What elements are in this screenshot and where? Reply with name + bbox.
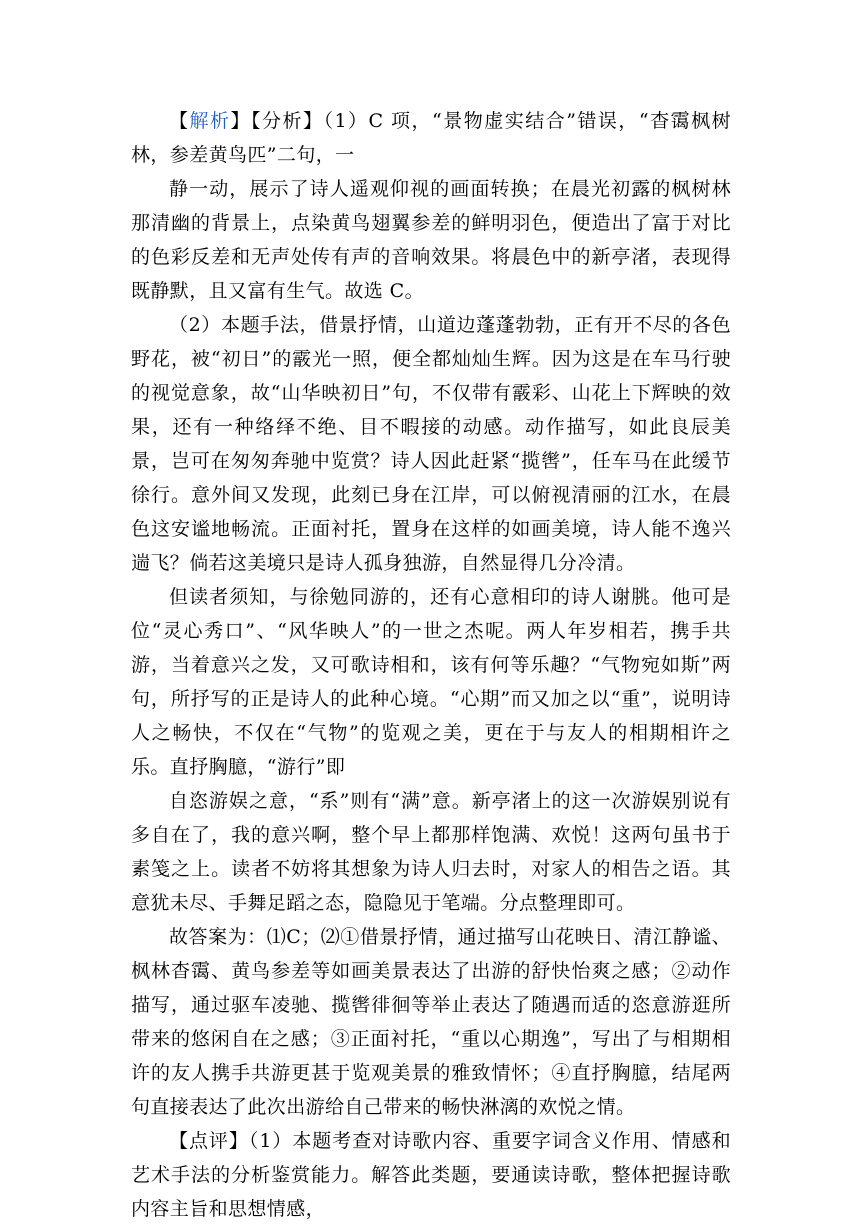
analysis-paragraph-1-text: 】【分析】（1）C 项，“景物虚实结合”错误，“杳霭枫树林，参差黄鸟匹”二句，一 (131, 110, 731, 166)
analysis-bracket-open: 【 (169, 110, 190, 132)
analysis-paragraph-4: 但读者须知，与徐勉同游的，还有心意相印的诗人谢朓。他可是位“灵心秀口”、“风华映人”的一世之杰呢。两人年岁相若，携手共游，当着意兴之发，又可歌诗相和，该有何等乐趣？“气物宛如斯”两句，所抒写的正是诗人的此种心境。“心期”而又加之以“重”，说明诗人之畅快，不仅在“气物”的览观之美，更在于与友人的相期相许之乐。直抒胸臆，“游行”即 (131, 586, 731, 778)
analysis-paragraph-3: （2）本题手法，借景抒情，山道边蓬蓬勃勃，正有开不尽的各色野花，被“初日”的霰光一照，便全都灿灿生辉。因为这是在车马行驶的视觉意象，故“山华映初日”句，不仅带有霰彩、山花上下辉映的效果，还有一种络绎不绝、目不暇接的动感。动作描写，如此良辰美景，岂可在匆匆奔驰中览赏？诗人因此赶紧“揽辔”，任车马在此缓节徐行。意外间又发现，此刻已身在江岸，可以俯视清丽的江水，在晨色这安谧地畅流。正面衬托，置身在这样的如画美境，诗人能不逸兴遄飞？倘若这美境只是诗人孤身独游，自然显得几分冷清。 (131, 314, 731, 574)
answer-paragraph: 故答案为：⑴C；⑵①借景抒情，通过描写山花映日、清江静谧、枫林杳霭、黄鸟参差等如画美景表达了出游的舒快怡爽之感；②动作描写，通过驱车凌驰、揽辔徘徊等举止表达了随遇而适的恣意游逛所带来的悠闲自在之感；③正面衬托，“重以心期逸”，写出了与相期相许的友人携手共游更甚于览观美景的雅致情怀；④直抒胸臆，结尾两句直接表达了此次出游给自己带来的畅快淋漓的欢悦之情。 (131, 926, 731, 1118)
comment-paragraph: 【点评】（1）本题考查对诗歌内容、重要字词含义作用、情感和艺术手法的分析鉴赏能力。解答此类题，要通读诗歌，整体把握诗歌内容主旨和思想情感， (131, 1130, 731, 1220)
document-body (131, 104, 731, 1226)
analysis-paragraph-2: 静一动，展示了诗人遥观仰视的画面转换；在晨光初露的枫树林那清幽的背景上，点染黄鸟翅翼参差的鲜明羽色，便造出了富于对比的色彩反差和无声处传有声的音响效果。将晨色中的新亭渚，表现得既静默，且又富有生气。故选 C。 (131, 178, 731, 302)
analysis-paragraph-1 (131, 104, 731, 172)
analysis-paragraph-5: 自恣游娱之意，“系”则有“满”意。新亭渚上的这一次游娱别说有多自在了，我的意兴啊，整个早上都那样饱满、欢悦！这两句虽书于素笺之上。读者不妨将其想象为诗人归去时，对家人的相告之语。其意犹未尽、手舞足蹈之态，隐隐见于笔端。分点整理即可。 (131, 790, 731, 914)
analysis-label-link[interactable]: 解析 (189, 110, 231, 132)
